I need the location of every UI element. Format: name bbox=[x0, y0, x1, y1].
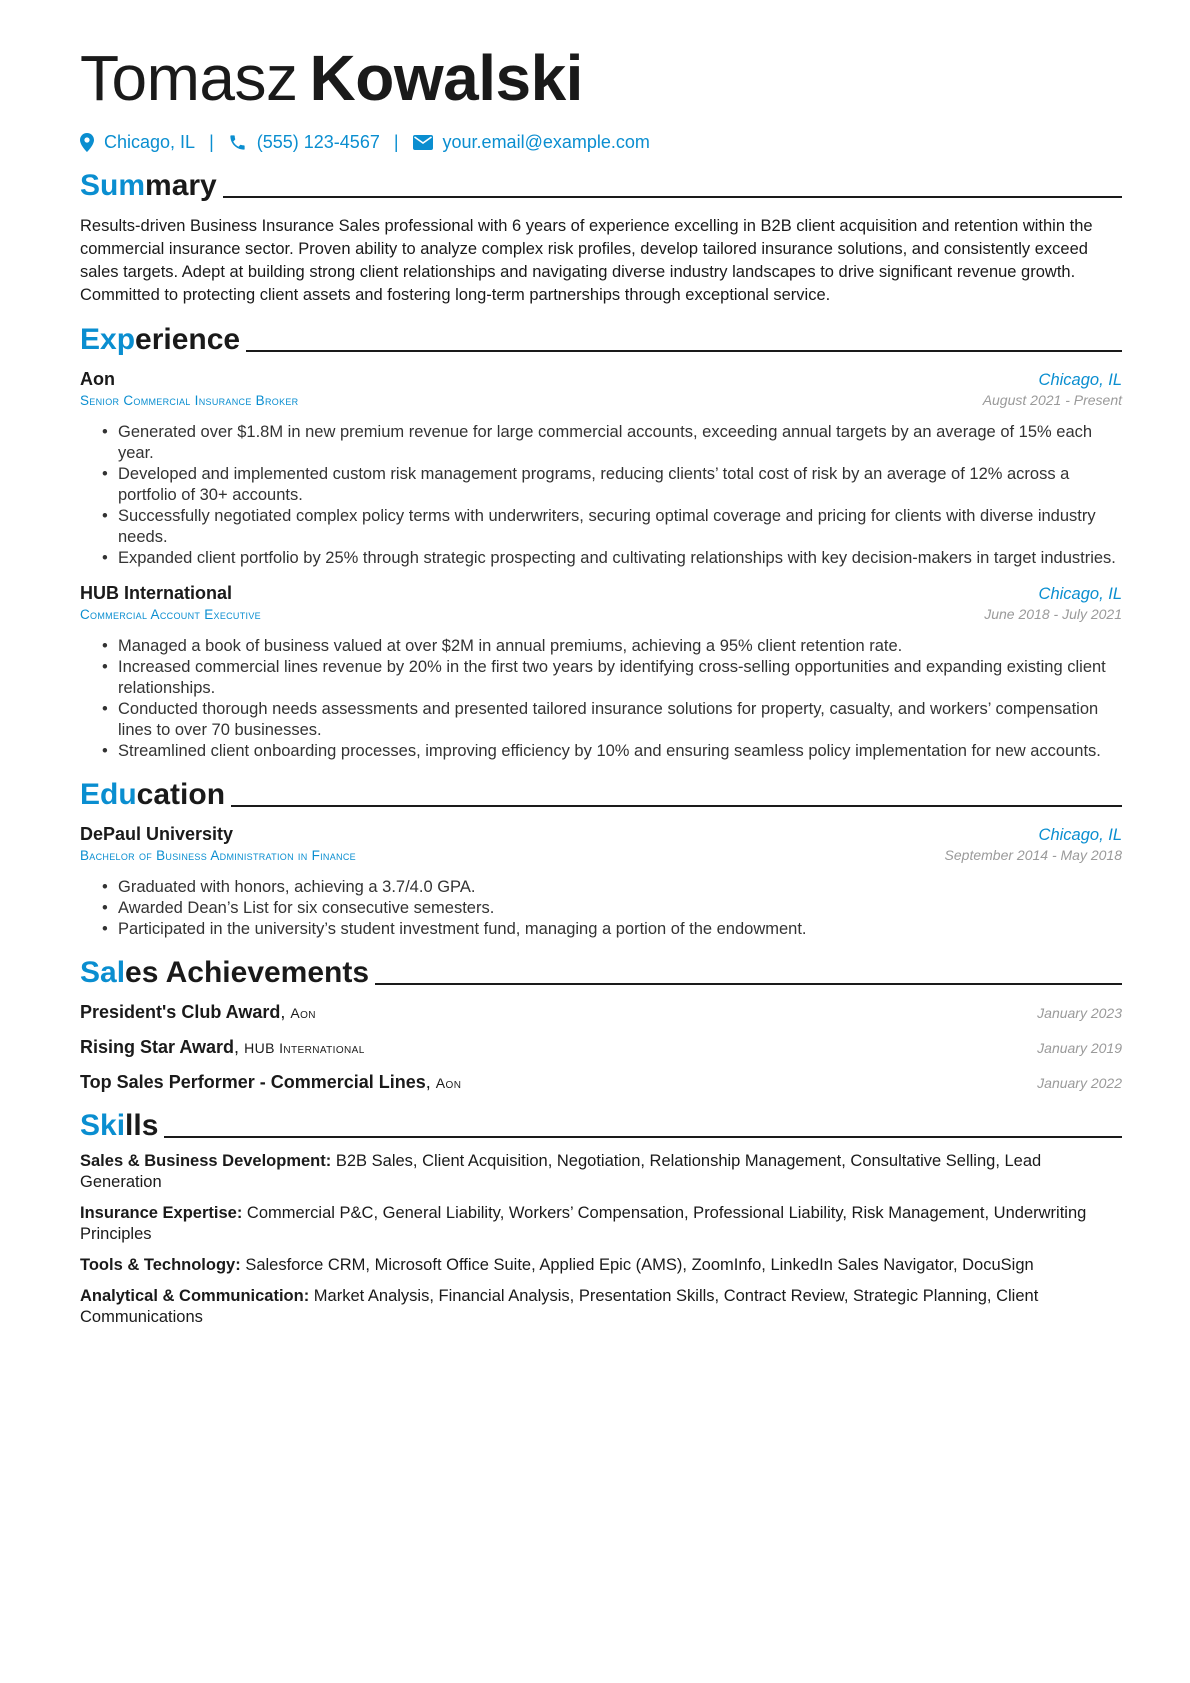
education-dates: September 2014 - May 2018 bbox=[944, 847, 1122, 863]
candidate-name bbox=[80, 42, 1122, 114]
skill-list: Market Analysis, Financial Analysis, Presentation Skills, Contract Review, Strategic Planning, Client Communications bbox=[80, 1287, 1039, 1326]
award-date: January 2023 bbox=[1037, 1005, 1122, 1021]
bullet-item: • Increased commercial lines revenue by 20% in the first two years by identifying cross-selling opportunities and expanding existing client relationships. bbox=[118, 657, 1122, 699]
skill-list: B2B Sales, Client Acquisition, Negotiation, Relationship Management, Consultative Selling, Lead Generation bbox=[80, 1152, 1042, 1191]
section-rule bbox=[164, 1136, 1122, 1138]
job-title: Commercial Account Executive bbox=[80, 607, 261, 622]
bullet-item: • Managed a book of business valued at over $2M in annual premiums, achieving a 95% client retention rate. bbox=[118, 636, 1122, 657]
skill-row bbox=[80, 1255, 1122, 1276]
bullet-item: • Conducted thorough needs assessments and presented tailored insurance solutions for property, casualty, and workers’ compensation lines to over 70 businesses. bbox=[118, 699, 1122, 741]
job-dates: August 2021 - Present bbox=[982, 392, 1122, 408]
summary-text: Results-driven Business Insurance Sales professional with 6 years of experience excelling in B2B client acquisition and retention within the commercial insurance sector. Proven ability to analyze complex risk profiles, develop tailored insurance solutions, and consistently exceed sales targets. Adept at building strong client relationships and navigating diverse industry landscapes to drive significant revenue growth. Committed to protecting client assets and fostering long-term partnerships through exceptional service. bbox=[80, 217, 1093, 304]
section-title: Sales Achievements bbox=[80, 956, 370, 989]
section-title: Experience bbox=[80, 323, 241, 356]
bullet-item: • Participated in the university’s student investment fund, managing a portion of the endowment. bbox=[118, 919, 1122, 940]
job-bullets bbox=[80, 636, 1122, 762]
education-heading bbox=[80, 780, 1122, 810]
achievements-heading bbox=[80, 958, 1122, 988]
bullet-item: • Streamlined client onboarding processes, improving efficiency by 10% and ensuring seamless policy implementation for new accounts. bbox=[118, 741, 1122, 762]
skills-heading bbox=[80, 1111, 1122, 1141]
section-rule bbox=[231, 805, 1122, 807]
award-date: January 2022 bbox=[1037, 1075, 1122, 1091]
contact-phone[interactable] bbox=[228, 132, 380, 153]
education-entry bbox=[80, 824, 1122, 940]
skill-category: Analytical & Communication: bbox=[80, 1287, 310, 1305]
section-title: Summary bbox=[80, 169, 217, 202]
email-text: your.email@example.com bbox=[442, 132, 650, 152]
experience-heading bbox=[80, 325, 1122, 355]
section-title: Skills bbox=[80, 1109, 159, 1142]
envelope-icon bbox=[413, 135, 433, 150]
phone-icon bbox=[228, 133, 247, 152]
achievement-item: Rising Star Award, HUB International January 2019 bbox=[80, 1037, 1122, 1057]
achievement-item: Top Sales Performer - Commercial Lines, Aon January 2022 bbox=[80, 1072, 1122, 1092]
skill-category: Sales & Business Development: bbox=[80, 1152, 332, 1170]
company-name: Aon bbox=[80, 369, 115, 389]
job-entry bbox=[80, 369, 1122, 569]
section-rule bbox=[246, 350, 1122, 352]
bullet-item: • Awarded Dean’s List for six consecutive semesters. bbox=[118, 898, 1122, 919]
bullet-item: • Successfully negotiated complex policy terms with underwriters, securing optimal coverage and pricing for clients with diverse industry needs. bbox=[118, 506, 1122, 548]
award-date: January 2019 bbox=[1037, 1040, 1122, 1056]
last-name: Kowalski bbox=[309, 42, 583, 114]
skill-row bbox=[80, 1286, 1122, 1328]
phone-text: (555) 123-4567 bbox=[256, 132, 380, 152]
award-org: Aon bbox=[290, 1005, 316, 1021]
education-bullets bbox=[80, 877, 1122, 940]
company-name: HUB International bbox=[80, 583, 233, 603]
skill-category: Insurance Expertise: bbox=[80, 1204, 243, 1222]
map-pin-icon bbox=[80, 133, 94, 152]
skill-row bbox=[80, 1203, 1122, 1245]
bullet-item: • Expanded client portfolio by 25% through strategic prospecting and cultivating relationships with key decision-makers in target industries. bbox=[118, 548, 1122, 569]
first-name: Tomasz bbox=[80, 42, 298, 114]
bullet-item: • Developed and implemented custom risk management programs, reducing clients’ total cost of risk by an average of 12% across a portfolio of 30+ accounts. bbox=[118, 464, 1122, 506]
bullet-item: • Generated over $1.8M in new premium revenue for large commercial accounts, exceeding annual targets by an average of 15% each year. bbox=[118, 422, 1122, 464]
job-location: Chicago, IL bbox=[1038, 585, 1122, 603]
school-location: Chicago, IL bbox=[1038, 826, 1122, 844]
job-entry bbox=[80, 583, 1122, 762]
skill-list: Salesforce CRM, Microsoft Office Suite, Applied Epic (AMS), ZoomInfo, LinkedIn Sales Navigator, DocuSign bbox=[245, 1256, 1034, 1274]
section-title: Education bbox=[80, 778, 226, 811]
summary-heading bbox=[80, 171, 1122, 201]
contact-email[interactable] bbox=[413, 132, 650, 153]
degree: Bachelor of Business Administration in Finance bbox=[80, 848, 356, 863]
skill-category: Tools & Technology: bbox=[80, 1256, 241, 1274]
award-title: Rising Star Award bbox=[80, 1037, 235, 1057]
award-org: Aon bbox=[435, 1075, 462, 1091]
bullet-item: • Graduated with honors, achieving a 3.7/4.0 GPA. bbox=[118, 877, 1122, 898]
job-title: Senior Commercial Insurance Broker bbox=[80, 393, 299, 408]
award-org: HUB International bbox=[244, 1040, 365, 1056]
job-location: Chicago, IL bbox=[1038, 371, 1122, 389]
award-title: President's Club Award bbox=[80, 1002, 281, 1022]
award-title: Top Sales Performer - Commercial Lines bbox=[80, 1072, 426, 1092]
section-rule bbox=[223, 196, 1122, 198]
skill-row bbox=[80, 1151, 1122, 1193]
section-rule bbox=[375, 983, 1122, 985]
contact-line bbox=[80, 132, 1122, 153]
contact-location bbox=[80, 132, 195, 153]
school-name: DePaul University bbox=[80, 824, 234, 844]
separator: | bbox=[209, 132, 214, 152]
skill-list: Commercial P&C, General Liability, Workers’ Compensation, Professional Liability, Risk Management, Underwriting Principles bbox=[80, 1204, 1087, 1243]
separator: | bbox=[393, 132, 399, 152]
location-text: Chicago, IL bbox=[104, 132, 196, 152]
job-dates: June 2018 - July 2021 bbox=[984, 606, 1122, 622]
job-bullets bbox=[80, 422, 1122, 569]
achievement-item: President's Club Award, Aon January 2023 bbox=[80, 1002, 1122, 1022]
